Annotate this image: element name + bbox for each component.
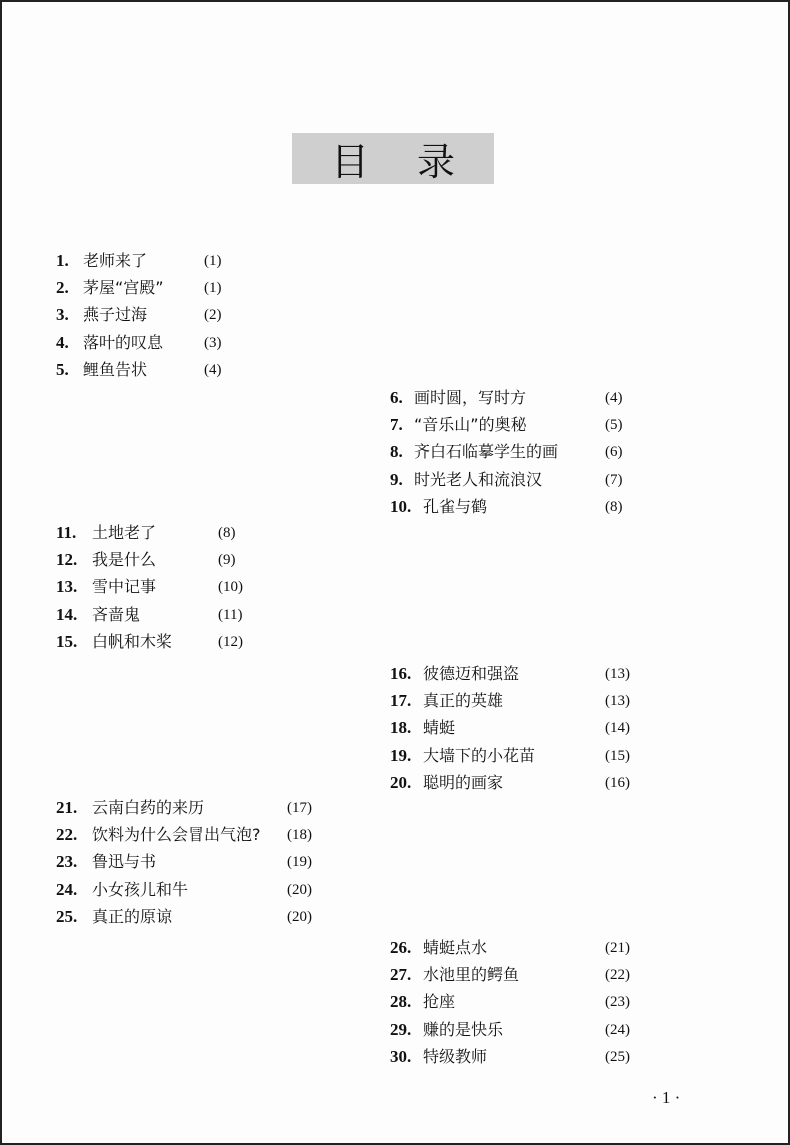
toc-entry-number: 11.	[56, 523, 77, 542]
toc-entry-number: 28.	[390, 992, 412, 1012]
toc-entry	[390, 715, 655, 741]
toc-entry-number: 17.	[390, 691, 412, 711]
toc-entry	[56, 275, 254, 301]
toc-entry-page: (4)	[605, 390, 623, 406]
toc-entry-title: 吝啬鬼	[92, 604, 141, 624]
toc-entry-page: (16)	[605, 774, 630, 791]
toc-entry-title: 聪明的画家	[423, 772, 504, 792]
toc-entry-page: (4)	[204, 361, 222, 378]
toc-entry-title: 孔雀与鹤	[423, 496, 488, 516]
toc-entry	[390, 743, 655, 769]
toc-entry-number: 3.	[56, 305, 69, 325]
page-number: · 1 ·	[652, 1088, 681, 1107]
toc-entry-number: 12.	[56, 550, 78, 570]
toc-entry	[390, 661, 655, 687]
toc-entry-number: 23.	[56, 852, 78, 872]
toc-entry-page: (5)	[605, 417, 623, 434]
toc-entry	[56, 520, 268, 546]
toc-entry-number: 15.	[56, 631, 78, 651]
toc-entry-title: 燕子过海	[83, 305, 148, 325]
toc-entry-title: 真正的原谅	[92, 906, 173, 926]
toc-entry-number: 10.	[390, 496, 412, 516]
toc-entry	[56, 302, 254, 328]
toc-entry	[390, 688, 655, 714]
toc-entry	[390, 935, 655, 961]
toc-entry	[56, 330, 254, 356]
toc-entry-page: (2)	[204, 307, 222, 324]
toc-entry-title: 特级教师	[423, 1046, 488, 1066]
toc-entry-page: (14)	[605, 720, 630, 737]
toc-entry-number: 7.	[390, 415, 403, 435]
toc-entry	[390, 385, 655, 411]
toc-entry-number: 25.	[56, 906, 78, 926]
toc-entry	[56, 822, 337, 848]
toc-entry-number: 5.	[56, 359, 69, 379]
toc-entry	[56, 795, 337, 821]
toc-entry-number: 14.	[56, 604, 78, 624]
toc-entry-number: 6.	[390, 388, 403, 407]
toc-entry-page: (20)	[287, 881, 312, 898]
toc-entry-number: 4.	[56, 332, 69, 352]
toc-entry-title: 时光老人和流浪汉	[414, 469, 543, 489]
toc-entry-page: (15)	[605, 747, 630, 764]
toc-entry-page: (18)	[287, 827, 312, 844]
toc-entry-title: 雪中记事	[92, 577, 157, 597]
toc-entry-page: (24)	[605, 1021, 630, 1038]
toc-entry-title: 鲁迅与书	[92, 852, 157, 872]
toc-entry-page: (10)	[218, 579, 243, 596]
toc-entry	[390, 467, 655, 493]
toc-entry-page: (11)	[218, 606, 243, 623]
toc-entry-page: (19)	[287, 854, 312, 871]
toc-entry-title: 齐白石临摹学生的画	[414, 442, 559, 462]
toc-entry	[56, 602, 268, 628]
toc-entry-page: (13)	[605, 693, 630, 710]
toc-heading-box	[292, 133, 503, 184]
toc-entry-number: 2.	[56, 278, 69, 298]
toc-entry-title: 落叶的叹息	[83, 332, 164, 352]
toc-entry-page: (13)	[605, 666, 630, 682]
toc-entry	[390, 494, 655, 520]
toc-entry-title: 老师来了	[83, 251, 148, 270]
toc-entry-number: 19.	[390, 745, 412, 765]
toc-entry-number: 30.	[390, 1046, 412, 1066]
toc-entry-page: (22)	[605, 967, 630, 984]
toc-entry-title: 彼德迈和强盗	[423, 664, 520, 683]
toc-entry-number: 9.	[390, 469, 403, 489]
toc-entry-number: 26.	[390, 938, 412, 957]
toc-entry-title: 赚的是快乐	[423, 1019, 504, 1039]
toc-entry-title: 抢座	[423, 992, 456, 1012]
toc-entry-title: 水池里的鳄鱼	[423, 965, 520, 985]
toc-entry-page: (8)	[218, 525, 236, 541]
toc-entry	[56, 877, 337, 903]
toc-entry-page: (25)	[605, 1048, 630, 1065]
toc-entry-page: (3)	[204, 334, 222, 351]
toc-entry-page: (17)	[287, 800, 312, 816]
toc-entry-title: “音乐山”的奥秘	[414, 415, 527, 435]
toc-entry-page: (1)	[204, 280, 222, 297]
toc-entry-page: (20)	[287, 908, 312, 925]
toc-entry-title: 真正的英雄	[423, 691, 504, 711]
toc-entry-page: (21)	[605, 940, 630, 956]
toc-entry	[56, 248, 254, 274]
toc-entry-number: 1.	[56, 251, 69, 270]
toc-heading: 目录	[330, 140, 503, 184]
toc-entry-number: 22.	[56, 825, 78, 845]
toc-entry-number: 29.	[390, 1019, 412, 1039]
toc-entry-number: 18.	[390, 718, 412, 738]
toc-entry	[390, 989, 655, 1015]
toc-entry-number: 8.	[390, 442, 403, 462]
toc-entry-title: 云南白药的来历	[92, 798, 205, 817]
toc-entry-page: (9)	[218, 552, 236, 569]
toc-entry-page: (8)	[605, 498, 623, 515]
toc-entry-page: (1)	[204, 253, 222, 269]
toc-entry-number: 16.	[390, 664, 412, 683]
toc-entry	[56, 547, 268, 573]
toc-entry-page: (23)	[605, 994, 630, 1011]
toc-entry	[390, 439, 655, 465]
toc-entry-page: (7)	[605, 471, 623, 488]
toc-entry	[56, 904, 337, 930]
toc-entry	[56, 629, 268, 655]
toc-entry-title: 饮料为什么会冒出气泡?	[92, 825, 261, 845]
toc-entry-title: 白帆和木桨	[92, 631, 173, 651]
toc-entry-number: 13.	[56, 577, 78, 597]
toc-entry-page: (12)	[218, 633, 243, 650]
toc-entry-number: 20.	[390, 772, 412, 792]
toc-entry-title: 蜻蜓	[423, 718, 456, 738]
toc-entry	[56, 574, 268, 600]
toc-entry-title: 我是什么	[92, 550, 157, 570]
toc-entry-title: 小女孩儿和牛	[92, 879, 189, 899]
toc-entry-number: 21.	[56, 798, 78, 817]
toc-entry	[390, 962, 655, 988]
toc-entry	[390, 770, 655, 796]
toc-entry-number: 24.	[56, 879, 78, 899]
toc-entry-title: 画时圆，写时方	[414, 388, 527, 407]
toc-entry-title: 鲤鱼告状	[83, 359, 148, 379]
toc-entry-title: 蜻蜓点水	[423, 938, 488, 957]
toc-entry	[390, 1017, 655, 1043]
toc-entry	[390, 412, 655, 438]
toc-entry	[56, 849, 337, 875]
toc-entry-title: 大墙下的小花苗	[423, 745, 536, 765]
toc-entry	[56, 357, 254, 383]
toc-entry-title: 茅屋“宫殿”	[83, 278, 164, 298]
toc-entry-number: 27.	[390, 965, 412, 985]
toc-entry	[390, 1044, 655, 1070]
toc-entry-title: 土地老了	[92, 523, 157, 542]
toc-entry-page: (6)	[605, 444, 623, 461]
